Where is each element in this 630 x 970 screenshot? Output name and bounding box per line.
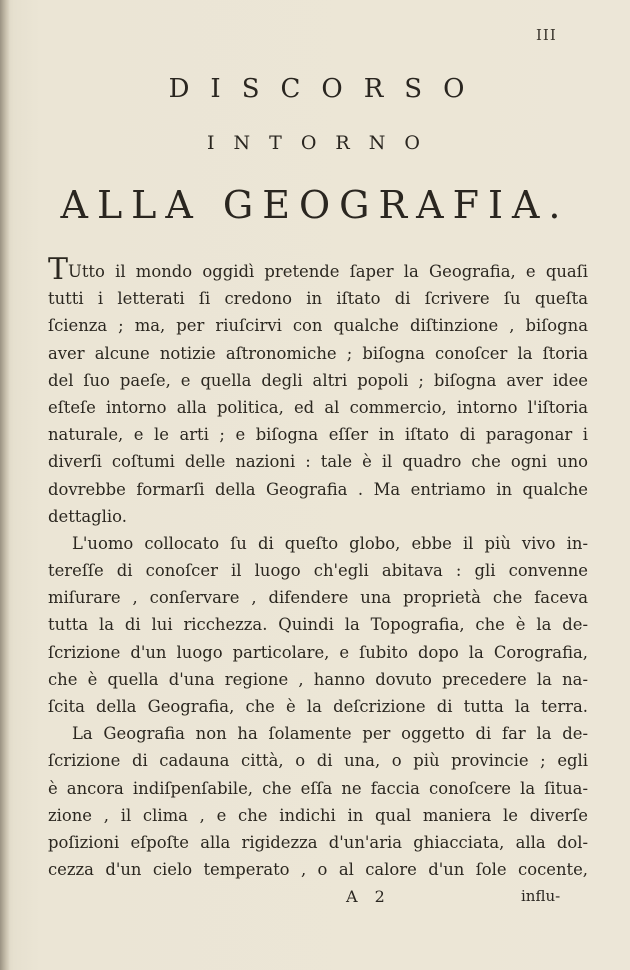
text-line: tereſſe di conoſcer il luogo ch'egli abitava : gli convenne [48, 561, 588, 581]
text-line: ſcrizione d'un luogo particolare, e ſubito dopo la Corografia, [48, 642, 588, 662]
text-line: ſcrizione di cadauna città, o di una, o più provincie ; egli [48, 751, 588, 771]
page-number: III [536, 26, 557, 44]
text-line: eſteſe intorno alla politica, ed al commercio, intorno l'iſtoria [48, 397, 588, 417]
text-line: miſurare , conſervare , difendere una proprietà che faceva [48, 588, 588, 608]
text-line: tutta la di lui ricchezza. Quindi la Topografia, che è la de- [48, 615, 588, 635]
text-line: Utto il mondo oggidì pretende ſaper la Geografia, e quaſi [68, 262, 588, 281]
text-line: è ancora indiſpenſabile, che eſſa ne faccia conoſcere la ſitua- [48, 778, 588, 798]
signature-mark: A 2 [346, 887, 391, 906]
text-line: L'uomo collocato ſu di queſto globo, ebbe il più vivo in- [72, 533, 588, 553]
text-line: che è quella d'una regione , hanno dovuto precedere la na- [48, 669, 588, 689]
text-line: ſcita della Geografia, che è la deſcrizione di tutta la terra. [48, 697, 588, 716]
text-line: dovrebbe formarſi della Geografia . Ma entriamo in qualche [48, 479, 588, 499]
text-line: cezza d'un cielo temperato , o al calore d'un ſole cocente, [48, 860, 588, 880]
drop-cap: T [48, 252, 69, 287]
text-line: diverſi coſtumi delle nazioni : tale è il quadro che ogni uno [48, 452, 588, 472]
text-line: ſcienza ; ma, per riuſcirvi con qualche diſtinzione , biſogna [48, 316, 588, 336]
heading-line-2: INTORNO [207, 132, 439, 154]
body-text [48, 252, 588, 883]
heading-line-1: DISCORSO [168, 74, 486, 104]
heading-line-3: ALLA GEOGRAFIA. [60, 183, 570, 227]
text-line: naturale, e le arti ; e biſogna eſſer in iſtato di paragonar i [48, 425, 588, 445]
text-line: tutti i letterati ſi credono in iſtato di ſcrivere ſu queſta [48, 289, 588, 309]
text-line: zione , il clima , e che indichi in qual maniera le diverſe [48, 805, 588, 825]
text-line: aver alcune notizie aſtronomiche ; biſogna conoſcer la ſtoria [48, 343, 588, 363]
catchword: influ- [521, 887, 561, 905]
text-line: poſizioni eſpoſte alla rigidezza d'un'aria ghiacciata, alla dol- [48, 832, 588, 852]
text-line: La Geografia non ha ſolamente per oggetto di far la de- [72, 724, 588, 744]
text-line: del ſuo paeſe, e quella degli altri popoli ; biſogna aver idee [48, 370, 588, 390]
text-line: dettaglio. [48, 506, 127, 526]
text-line-1 [48, 252, 588, 287]
